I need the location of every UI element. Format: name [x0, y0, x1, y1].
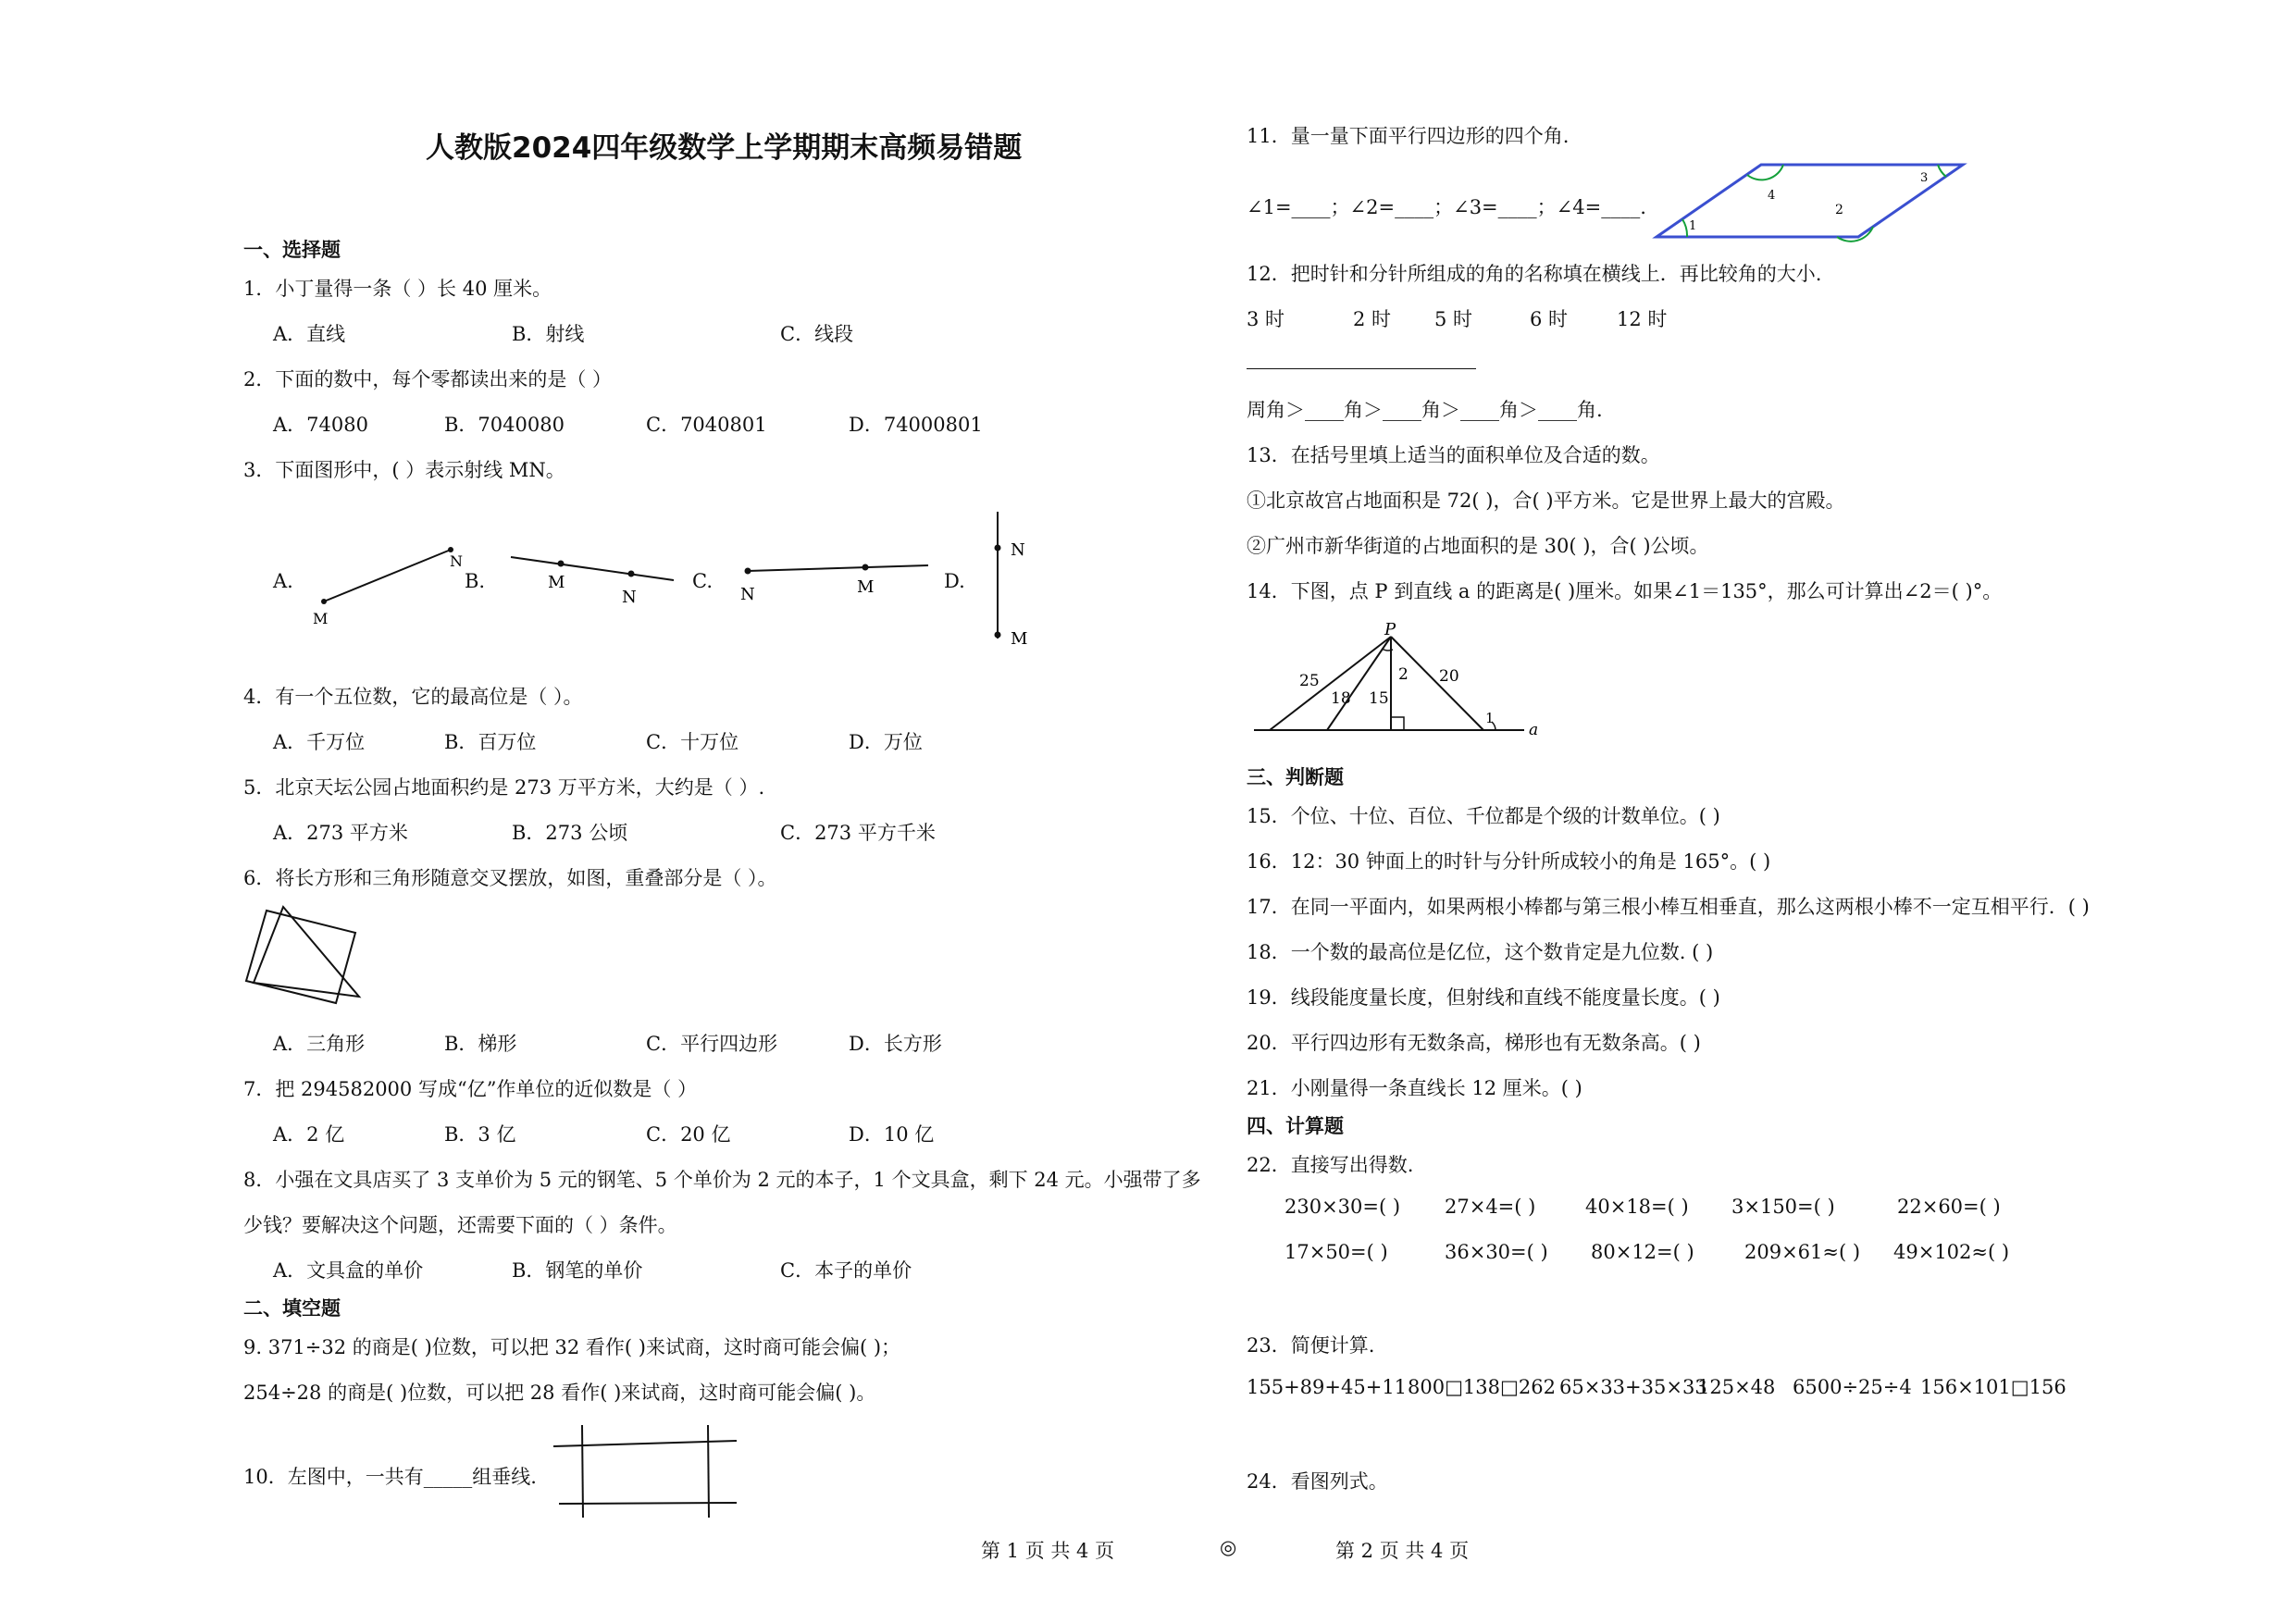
q1-option-a: A．直线 — [273, 323, 346, 345]
section-heading-fill: 二、填空题 — [243, 1297, 341, 1320]
question-9-line-2: 254÷28 的商是( )位数，可以把 28 看作( )来试商，这时商可能会偏( )。 — [243, 1382, 876, 1404]
question-1-stem: 1．小丁量得一条（ ）长 40 厘米。 — [243, 278, 552, 300]
q3-option-d: D. — [944, 570, 965, 592]
q6-option-a: A．三角形 — [273, 1033, 366, 1055]
q4-option-d: D．万位 — [849, 731, 923, 753]
q4-option-b: B．百万位 — [444, 731, 537, 753]
q13-line-1: ①北京故宫占地面积是 72( )，合( )平方米。它是世界上最大的宫殿。 — [1247, 490, 1845, 512]
q3-option-b: B. — [465, 570, 486, 592]
q23-item-2: 800□138□262 — [1408, 1376, 1556, 1398]
question-20: 20．平行四边形有无数条高，梯形也有无数条高。( ) — [1247, 1032, 1701, 1054]
question-11-blanks: ∠1=____；∠2=____；∠3=____；∠4=____. — [1247, 196, 1646, 218]
q4-option-a: A．千万位 — [273, 731, 366, 753]
q11-angle-2-label: 2 — [1835, 203, 1843, 217]
question-11-stem: 11．量一量下面平行四边形的四个角. — [1247, 125, 1570, 147]
question-7-stem: 7．把 294582000 写成“亿”作单位的近似数是（ ） — [243, 1078, 698, 1100]
q12-time-2: 2 时 — [1353, 308, 1392, 330]
question-6-stem: 6．将长方形和三角形随意交叉摆放，如图，重叠部分是（ ）。 — [243, 867, 777, 889]
q23-item-1: 155+89+45+11 — [1247, 1376, 1408, 1398]
q23-item-6: 156×101□156 — [1920, 1376, 2066, 1398]
question-10-text: 10．左图中，一共有_____组垂线. — [243, 1466, 537, 1488]
q22-row1-item-3: 40×18=( ) — [1585, 1196, 1689, 1218]
question-17: 17．在同一平面内，如果两根小棒都与第三根小棒互相垂直，那么这两根小棒不一定互相平行．( ) — [1247, 896, 2090, 918]
q7-option-d: D．10 亿 — [849, 1123, 935, 1146]
q2-option-d: D．74000801 — [849, 414, 983, 436]
q7-option-a: A．2 亿 — [273, 1123, 345, 1146]
question-15: 15．个位、十位、百位、千位都是个级的计数单位。( ) — [1247, 805, 1720, 827]
q12-compare: 周角＞____角＞____角＞____角＞____角. — [1247, 399, 1603, 421]
q3c-label-n: N — [740, 585, 755, 604]
question-22-stem: 22．直接写出得数. — [1247, 1154, 1414, 1176]
q6-option-b: B．梯形 — [444, 1033, 517, 1055]
footer-page-right: 第 2 页 共 4 页 — [1335, 1540, 1470, 1562]
q7-option-c: C．20 亿 — [646, 1123, 731, 1146]
q12-time-6: 6 时 — [1530, 308, 1569, 330]
question-5-stem: 5．北京天坛公园占地面积约是 273 万平方米，大约是（ ）. — [243, 776, 765, 799]
q1-option-b: B．射线 — [512, 323, 585, 345]
q12-time-12: 12 时 — [1617, 308, 1668, 330]
q11-angle-3-label: 3 — [1920, 171, 1929, 185]
q22-row1-item-5: 22×60=( ) — [1897, 1196, 2001, 1218]
section-heading-calc: 四、计算题 — [1247, 1115, 1344, 1137]
page-title: 人教版2024四年级数学上学期期末高频易错题 — [426, 131, 1023, 165]
q2-option-a: A．74080 — [273, 414, 368, 436]
q22-row2-item-1: 17×50=( ) — [1285, 1241, 1388, 1263]
q22-row2-item-5: 49×102≈( ) — [1893, 1241, 2010, 1263]
q3-option-c: C. — [692, 570, 713, 592]
q14-label-20: 20 — [1439, 667, 1459, 686]
q5-option-a: A．273 平方米 — [273, 822, 408, 844]
q14-point-p: P — [1384, 620, 1396, 639]
q14-label-18: 18 — [1331, 689, 1351, 708]
q14-label-25: 25 — [1299, 672, 1320, 690]
q23-item-5: 6500÷25÷4 — [1793, 1376, 1912, 1398]
q6-option-d: D．长方形 — [849, 1033, 942, 1055]
question-21: 21．小刚量得一条直线长 12 厘米。( ) — [1247, 1077, 1582, 1099]
q23-item-4: 125×48 — [1697, 1376, 1776, 1398]
question-19: 19．线段能度量长度，但射线和直线不能度量长度。( ) — [1247, 986, 1720, 1009]
q14-label-15: 15 — [1369, 689, 1389, 708]
q1-option-c: C．线段 — [780, 323, 854, 345]
section-heading-judge: 三、判断题 — [1247, 766, 1344, 788]
q22-row2-item-4: 209×61≈( ) — [1744, 1241, 1861, 1263]
q11-angle-1-label: 1 — [1689, 219, 1697, 233]
q4-option-c: C．十万位 — [646, 731, 739, 753]
q12-time-5: 5 时 — [1434, 308, 1473, 330]
question-16: 16．12：30 钟面上的时针与分针所成较小的角是 165°。( ) — [1247, 850, 1771, 873]
footer-page-left: 第 1 页 共 4 页 — [981, 1540, 1115, 1562]
footer-center-mark: ◎ — [1220, 1536, 1237, 1558]
q12-time-3: 3 时 — [1247, 308, 1285, 330]
q22-row1-item-1: 230×30=( ) — [1285, 1196, 1401, 1218]
question-13-stem: 13．在括号里填上适当的面积单位及合适的数。 — [1247, 444, 1660, 466]
q14-label-2: 2 — [1398, 665, 1409, 684]
q14-line-a: a — [1529, 721, 1539, 739]
q3c-label-m: M — [857, 577, 875, 597]
q3b-label-m: M — [548, 573, 565, 592]
q14-label-1: 1 — [1485, 710, 1495, 726]
q3d-label-m: M — [1011, 629, 1028, 649]
q22-row1-item-2: 27×4=( ) — [1445, 1196, 1536, 1218]
q3-option-a: A. — [273, 570, 293, 592]
q7-option-b: B．3 亿 — [444, 1123, 516, 1146]
q2-option-c: C．7040801 — [646, 414, 767, 436]
q22-row2-item-2: 36×30=( ) — [1445, 1241, 1548, 1263]
question-12-stem: 12．把时针和分针所组成的角的名称填在横线上．再比较角的大小. — [1247, 263, 1822, 285]
q8-option-a: A．文具盒的单价 — [273, 1259, 424, 1282]
question-4-stem: 4．有一个五位数，它的最高位是（ ）。 — [243, 686, 583, 708]
question-24-stem: 24．看图列式。 — [1247, 1470, 1388, 1493]
question-2-stem: 2．下面的数中，每个零都读出来的是（ ） — [243, 368, 613, 391]
question-8-line-2: 少钱？要解决这个问题，还需要下面的（ ）条件。 — [243, 1214, 677, 1236]
question-9-line-1: 9. 371÷32 的商是( )位数，可以把 32 看作( )来试商，这时商可能会偏( )； — [243, 1336, 901, 1358]
q3b-label-n: N — [622, 588, 637, 607]
q5-option-c: C．273 平方千米 — [780, 822, 936, 844]
q3d-label-n: N — [1011, 540, 1025, 560]
question-23-stem: 23．简便计算. — [1247, 1334, 1375, 1357]
question-3-stem: 3．下面图形中，( ）表示射线 MN。 — [243, 459, 565, 481]
q8-option-b: B．钢笔的单价 — [512, 1259, 643, 1282]
q13-line-2: ②广州市新华街道的占地面积的是 30( )，合( )公顷。 — [1247, 535, 1709, 557]
q22-row2-item-3: 80×12=( ) — [1591, 1241, 1694, 1263]
q3a-label-m: M — [313, 610, 329, 627]
q3a-label-n: N — [450, 552, 463, 570]
q8-option-c: C．本子的单价 — [780, 1259, 912, 1282]
q6-option-c: C．平行四边形 — [646, 1033, 778, 1055]
question-8-line-1: 8．小强在文具店买了 3 支单价为 5 元的钢笔、5 个单价为 2 元的本子，1 个文具盒，剩下 24 元。小强带了多 — [243, 1169, 1201, 1191]
section-heading-choice: 一、选择题 — [243, 239, 341, 261]
q2-option-b: B．7040080 — [444, 414, 565, 436]
question-18: 18．一个数的最高位是亿位，这个数肯定是九位数. ( ) — [1247, 941, 1714, 963]
question-14-stem: 14．下图，点 P 到直线 a 的距离是( )厘米。如果∠1＝135°，那么可计算出∠2＝( )°。 — [1247, 580, 2003, 602]
q11-angle-4-label: 4 — [1768, 189, 1776, 203]
q23-item-3: 65×33+35×33 — [1559, 1376, 1707, 1398]
q5-option-b: B．273 公顷 — [512, 822, 628, 844]
q22-row1-item-4: 3×150=( ) — [1731, 1196, 1835, 1218]
